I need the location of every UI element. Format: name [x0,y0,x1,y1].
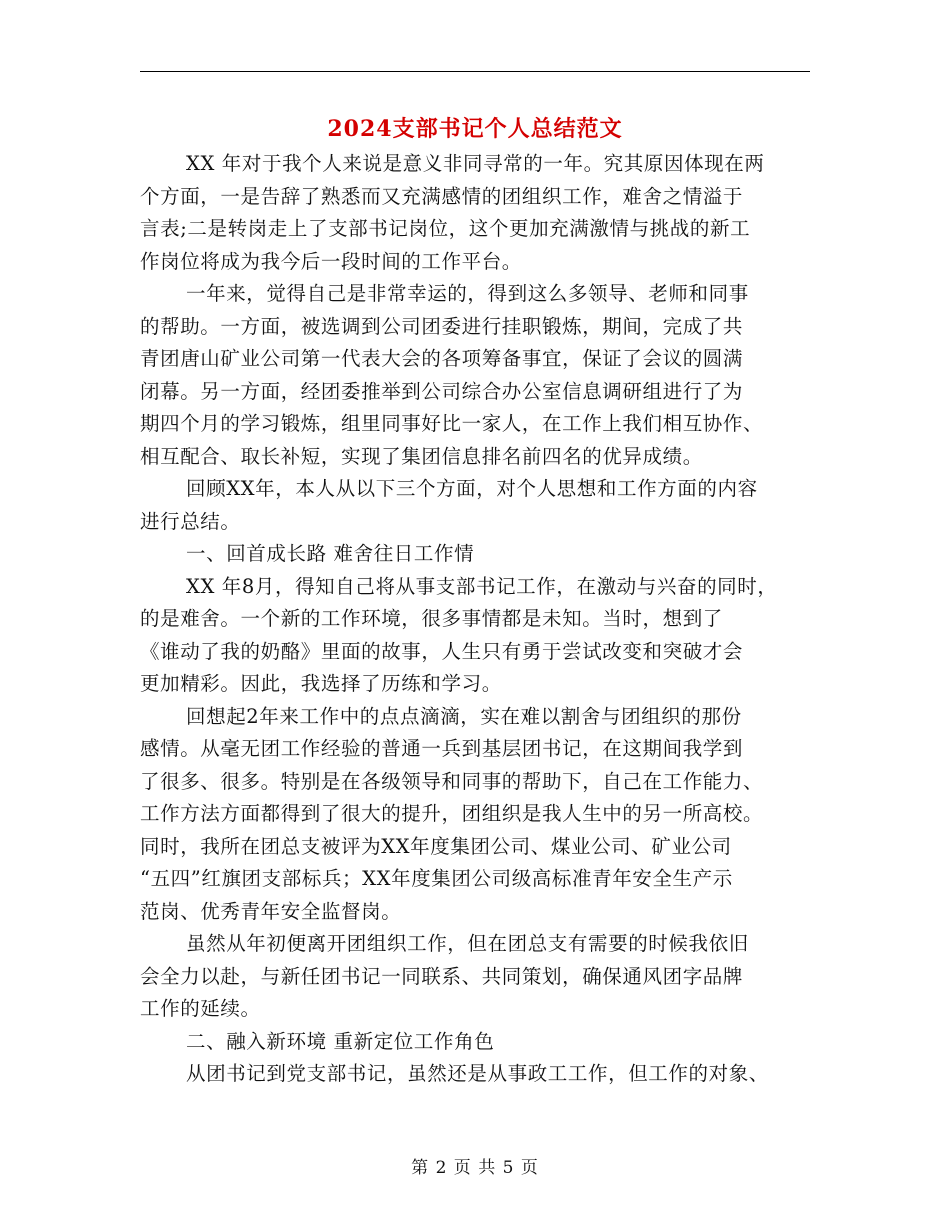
header-rule [140,71,810,72]
body-line: 会全力以赴，与新任团书记一同联系、共同策划，确保通风团字品牌 [140,965,744,988]
body-line: 作岗位将成为我今后一段时间的工作平台。 [140,250,522,273]
body-line: 从团书记到党支部书记，虽然还是从事政工工作，但工作的对象、 [186,1062,769,1085]
body-line: XX 年对于我个人来说是意义非同寻常的一年。究其原因体现在两 [186,152,765,175]
section-heading: 二、融入新环境 重新定位工作角色 [186,1030,495,1053]
body-line: 感情。从毫无团工作经验的普通一兵到基层团书记，在这期间我学到 [140,737,744,760]
body-line: 的是难舍。一个新的工作环境，很多事情都是未知。当时，想到了 [140,607,723,630]
body-line: “五四”红旗团支部标兵；XX年度集团公司级高标准青年安全生产示 [140,867,733,890]
body-line: 更加精彩。因此，我选择了历练和学习。 [140,672,502,695]
body-line: 青团唐山矿业公司第一代表大会的各项筹备事宜，保证了会议的圆满 [140,347,744,370]
body-line: 了很多、很多。特别是在各级领导和同事的帮助下，自己在工作能力、 [140,770,764,793]
body-line: 期四个月的学习锻炼，组里同事好比一家人，在工作上我们相互协作、 [140,412,764,435]
body-line: 范岗、优秀青年安全监督岗。 [140,900,402,923]
body-line: 《谁动了我的奶酪》里面的故事，人生只有勇于尝试改变和突破才会 [140,640,744,663]
body-line: 言表;二是转岗走上了支部书记岗位，这个更加充满激情与挑战的新工 [140,217,751,240]
body-line: 的帮助。一方面，被选调到公司团委进行挂职锻炼，期间，完成了共 [140,315,744,338]
body-line: 相互配合、取长补短，实现了集团信息排名前四名的优异成绩。 [140,445,703,468]
body-line: 进行总结。 [140,510,241,533]
document-title: 2024支部书记个人总结范文 [327,116,623,142]
body-line: 工作的延续。 [140,997,261,1020]
page-number-footer: 第 2 页 共 5 页 [411,1158,539,1178]
body-line: 个方面，一是告辞了熟悉而又充满感情的团组织工作，难舍之情溢于 [140,185,744,208]
body-line: 闭幕。另一方面，经团委推举到公司综合办公室信息调研组进行了为 [140,380,744,403]
body-line: 同时，我所在团总支被评为XX年度集团公司、煤业公司、矿业公司 [140,835,732,858]
body-line: 回想起2年来工作中的点点滴滴，实在难以割舍与团组织的那份 [186,705,742,728]
body-line: 工作方法方面都得到了很大的提升，团组织是我人生中的另一所高校。 [140,802,764,825]
body-line: XX 年8月，得知自己将从事支部书记工作，在激动与兴奋的同时， [186,575,778,598]
body-line: 回顾XX年，本人从以下三个方面，对个人思想和工作方面的内容 [186,477,758,500]
section-heading: 一、回首成长路 难舍往日工作情 [186,542,475,565]
body-line: 虽然从年初便离开团组织工作，但在团总支有需要的时候我依旧 [186,932,749,955]
body-line: 一年来，觉得自己是非常幸运的，得到这么多领导、老师和同事 [186,282,749,305]
